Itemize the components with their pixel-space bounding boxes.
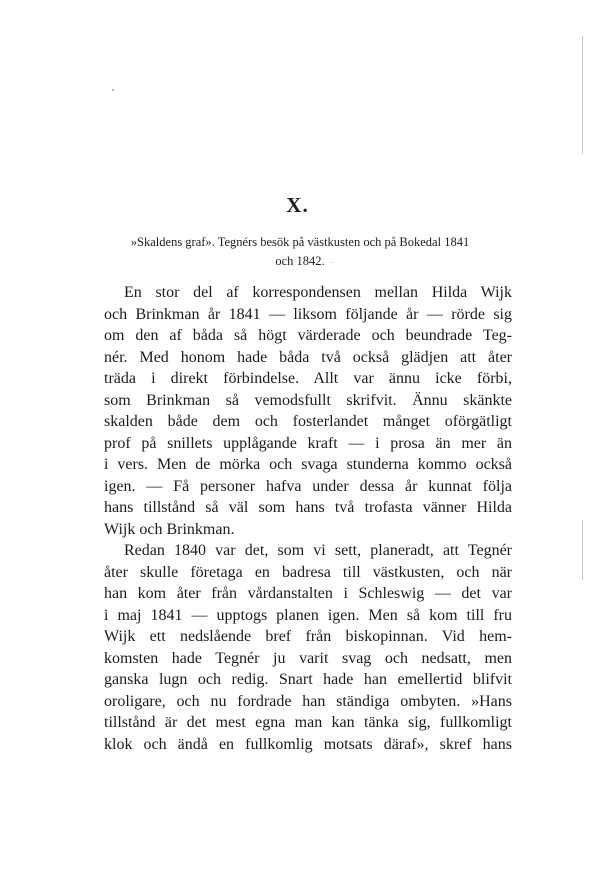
- text-line: tillstånd är det mest egna man kan tänka sig, fullkomligt: [104, 714, 512, 731]
- text-line: prof på snillets upplågande kraft — i prosa än mer än: [104, 434, 512, 452]
- text-line: nér. Med honom hade båda två också glädjen att åter: [104, 348, 512, 366]
- text-line: ganska lugn och redig. Snart hade han emellertid blifvit: [104, 671, 512, 688]
- body-text: [104, 282, 512, 755]
- scan-edge-mark: [582, 520, 583, 580]
- text-line: Redan 1840 var det, som vi sett, planeradt, att Tegnér: [124, 542, 512, 559]
- text-line: skalden både dem och fosterlandet månget oförgätligt: [104, 413, 512, 430]
- text-line: han kom åter från vårdanstalten i Schleswig — det var: [104, 585, 512, 602]
- text-line: träda i direkt förbindelse. Allt var ännu icke förbi,: [104, 370, 512, 387]
- text-line: hans tillstånd så väl som hans två trofasta vänner Hilda: [104, 499, 512, 516]
- paragraph: [104, 540, 512, 755]
- text-line: En stor del af korrespondensen mellan Hilda Wijk: [124, 284, 512, 301]
- text-line: i vers. Men de mörka och svaga stunderna kommo också: [104, 456, 512, 473]
- chapter-number: X.: [286, 193, 309, 217]
- scan-speck: [112, 89, 114, 91]
- text-line: igen. — Få personer hafva under dessa år kunnat följa: [104, 477, 512, 495]
- text-line: Wijk och Brinkman.: [104, 520, 235, 538]
- chapter-summary: [90, 233, 510, 271]
- text-line: och Brinkman år 1841 — liksom följande år — rörde sig: [104, 305, 512, 323]
- text-line: klok och ändå en fullkomlig motsats däraf», skref hans: [104, 735, 512, 753]
- chapter-summary-line: och 1842.: [275, 254, 325, 268]
- text-line: oroligare, och nu fordrade han ständiga ombyten. »Hans: [104, 692, 512, 710]
- text-line: komsten hade Tegnér ju varit svag och nedsatt, men: [104, 649, 512, 667]
- scan-edge-mark: [582, 36, 583, 154]
- paragraph: [104, 282, 512, 540]
- chapter-summary-line: »Skaldens graf». Tegnérs besök på västkusten och på Bokedal 1841: [130, 235, 470, 249]
- text-line: åter skulle företaga en badresa till västkusten, och när: [104, 563, 512, 581]
- text-line: Wijk ett nedslående bref från biskopinnan. Vid hem-: [104, 628, 512, 645]
- text-line: som Brinkman så vemodsfullt skrifvit. Ännu skänkte: [104, 391, 512, 409]
- text-line: i maj 1841 — upptogs planen igen. Men så kom till fru: [104, 606, 512, 624]
- text-line: om den af båda så högt värderade och beundrade Teg-: [104, 327, 512, 344]
